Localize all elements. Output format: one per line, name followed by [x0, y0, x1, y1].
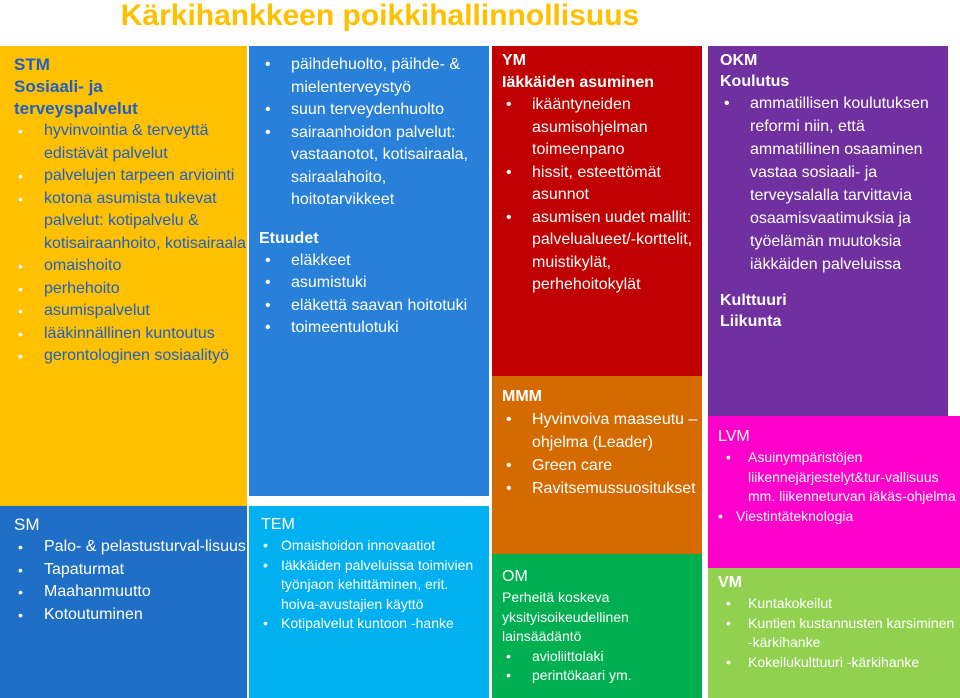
welfare-box	[249, 46, 489, 496]
stm-heading-ministry: STM	[14, 55, 50, 74]
lvm-heading: LVM	[718, 428, 750, 445]
list-item: • suun terveydenhuolto	[259, 99, 489, 122]
okm-box	[708, 46, 948, 416]
stm-heading-line2: Sosiaali- ja	[14, 77, 103, 96]
culture-heading: Kulttuuri	[720, 292, 787, 309]
list-item: • asumispalvelut	[14, 300, 247, 323]
om-text: Perheitä koskeva yksityisoikeudellinen lainsäädäntö	[502, 589, 629, 644]
list-item: • gerontologinen sosiaalityö	[14, 345, 247, 368]
tem-heading: TEM	[261, 516, 295, 533]
sm-box	[0, 506, 247, 698]
stm-heading-line3: terveyspalvelut	[14, 99, 138, 118]
tem-box	[249, 506, 489, 698]
benefits-list	[259, 250, 489, 340]
list-item: • asumisen uudet mallit: palvelualueet/-korttelit, muistikylät, perhehoitokylät	[502, 207, 702, 297]
list-item: • Omaishoidon innovaatiot	[261, 536, 489, 556]
list-item: • hissit, esteettömät asunnot	[502, 162, 702, 207]
ym-heading: YM	[502, 52, 526, 69]
welfare-list	[259, 54, 489, 212]
list-item: • Kuntakokeilut	[718, 594, 960, 614]
list-item: • Maahanmuutto	[14, 581, 247, 604]
vm-list	[718, 594, 960, 672]
list-item: • asumistuki	[259, 272, 489, 295]
lvm-list	[718, 448, 960, 526]
ym-box	[492, 46, 702, 376]
list-item: • kotona asumista tukevat palvelut: kotipalvelu & kotisairaanhoito, kotisairaala	[14, 188, 247, 256]
ym-list	[502, 94, 702, 297]
ym-subheading: Iäkkäiden asuminen	[502, 74, 655, 91]
mmm-box	[492, 376, 702, 554]
list-item: • Hyvinvoiva maaseutu –ohjelma (Leader)	[502, 408, 702, 454]
list-item: • Viestintäteknologia	[718, 507, 960, 527]
okm-heading: OKM	[720, 52, 758, 69]
okm-list	[720, 92, 948, 276]
list-item: • lääkinnällinen kuntoutus	[14, 323, 247, 346]
list-item: • Tapaturmat	[14, 559, 247, 582]
vm-heading: VM	[718, 574, 742, 591]
sm-heading: SM	[14, 515, 40, 534]
mmm-list	[502, 408, 702, 500]
list-item: • Ravitsemussuositukset	[502, 477, 702, 500]
om-heading: OM	[502, 568, 528, 585]
list-item: • Kokeilukulttuuri -kärkihanke	[718, 653, 960, 673]
list-item: • ammatillisen koulutuksen reformi niin, että ammatillinen osaaminen vastaa sosiaali- ja terveysalalla tarvittavia osaamisvaatimuksia ja työelämän muutoksia iäkkäiden palveluissa	[720, 92, 948, 276]
list-item: • Kotipalvelut kuntoon -hanke	[261, 614, 489, 634]
list-item: • ikääntyneiden asumisohjelman toimeenpano	[502, 94, 702, 162]
vm-box	[708, 568, 960, 698]
list-item: • eläkkeet	[259, 250, 489, 273]
list-item: • Iäkkäiden palveluissa toimivien työnjaon kehittäminen, erit. hoiva-avustajien käyttö	[261, 556, 489, 615]
mmm-heading: MMM	[502, 388, 542, 405]
list-item: • perhehoito	[14, 278, 247, 301]
list-item: • perintökaari ym.	[502, 666, 702, 686]
list-item: • Kotoutuminen	[14, 604, 247, 627]
list-item: • Green care	[502, 454, 702, 477]
stm-list	[14, 120, 247, 368]
om-list	[502, 647, 702, 686]
sm-list	[14, 536, 247, 626]
stm-box	[0, 46, 247, 506]
list-item: • Asuinympäristöjen liikennejärjestelyt&tur-vallisuus mm. liikenneturvan iäkäs-ohjelma	[718, 448, 960, 507]
list-item: • omaishoito	[14, 255, 247, 278]
sport-heading: Liikunta	[720, 313, 782, 330]
om-box	[492, 554, 702, 698]
list-item: • hyvinvointia & terveyttä edistävät palvelut	[14, 120, 247, 165]
lvm-box	[708, 416, 960, 568]
okm-subheading: Koulutus	[720, 73, 790, 90]
list-item: • toimeentulotuki	[259, 317, 489, 340]
list-item: • palvelujen tarpeen arviointi	[14, 165, 247, 188]
list-item: • eläkettä saavan hoitotuki	[259, 295, 489, 318]
list-item: • avioliittolaki	[502, 647, 702, 667]
page-title: Kärkihankkeen poikkihallinnollisuus	[120, 0, 640, 32]
list-item: • Palo- & pelastusturval-lisuus	[14, 536, 247, 559]
list-item: • päihdehuolto, päihde- & mielenterveystyö	[259, 54, 489, 99]
list-item: • sairaanhoidon palvelut: vastaanotot, kotisairaala, sairaalahoito, hoitotarvikkeet	[259, 122, 489, 212]
tem-list	[261, 536, 489, 634]
list-item: • Kuntien kustannusten karsiminen -kärkihanke	[718, 614, 960, 653]
benefits-heading: Etuudet	[259, 229, 319, 247]
